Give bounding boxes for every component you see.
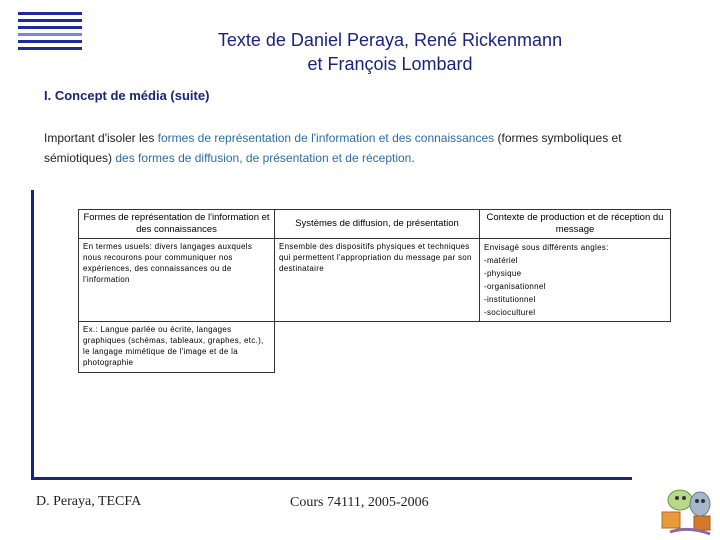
title-line-2: et François Lombard: [307, 54, 473, 74]
page-title: [130, 28, 650, 76]
section-title: I. Concept de média (suite): [44, 88, 210, 103]
context-item-physical: -physique: [484, 269, 522, 278]
table-header-row: [79, 210, 671, 239]
context-item-material: -matériel: [484, 256, 518, 265]
context-item-organisational: -organisationnel: [484, 282, 546, 291]
context-intro: Envisagé sous différents angles:: [484, 243, 609, 252]
concept-table: [78, 209, 671, 373]
intro-part-3: (formes symboliques et sémiotiques): [44, 131, 622, 165]
context-item-sociocultural: -socioculturel: [484, 308, 536, 317]
cell-diffusion: Ensemble des dispositifs physiques et techniques qui permettent l'appropriation du message par son destinataire: [275, 239, 480, 322]
table-row: [79, 239, 671, 322]
intro-part-1: Important d'isoler les: [44, 131, 158, 145]
header-diffusion: Systèmes de diffusion, de présentation: [275, 210, 480, 239]
logo-lines-icon: [18, 12, 82, 54]
cell-context: [480, 239, 671, 322]
intro-part-5: .: [411, 151, 415, 165]
frame-bottom-border: [31, 477, 632, 480]
intro-part-2: formes de représentation de l'information et des connaissances: [157, 131, 495, 145]
frame-left-border: [31, 190, 34, 480]
intro-part-4: des formes de diffusion, de présentation et de réception: [115, 151, 412, 165]
footer-course: Cours 74111, 2005-2006: [290, 495, 429, 510]
mascot-icon: [660, 482, 718, 538]
empty-cell: [275, 322, 480, 373]
header-representation: Formes de représentation de l'information et des connaissances: [79, 210, 275, 239]
cell-example: Ex.: Langue parlée ou écrite, langages graphiques (schémas, tableaux, graphes, etc.), le langage mimétique de l'image et de la photographie: [79, 322, 275, 373]
empty-cell: [480, 322, 671, 373]
footer-author: D. Peraya, TECFA: [36, 494, 142, 509]
intro-paragraph: [44, 128, 684, 168]
context-item-institutional: -institutionnel: [484, 295, 536, 304]
header-context: Contexte de production et de réception du message: [480, 210, 671, 239]
table-row-example: [79, 322, 671, 373]
cell-representation: En termes usuels: divers langages auxquels nous recourons pour communiquer nos expériences, des connaissances ou de l'information: [79, 239, 275, 322]
title-line-1: Texte de Daniel Peraya, René Rickenmann: [217, 30, 563, 50]
